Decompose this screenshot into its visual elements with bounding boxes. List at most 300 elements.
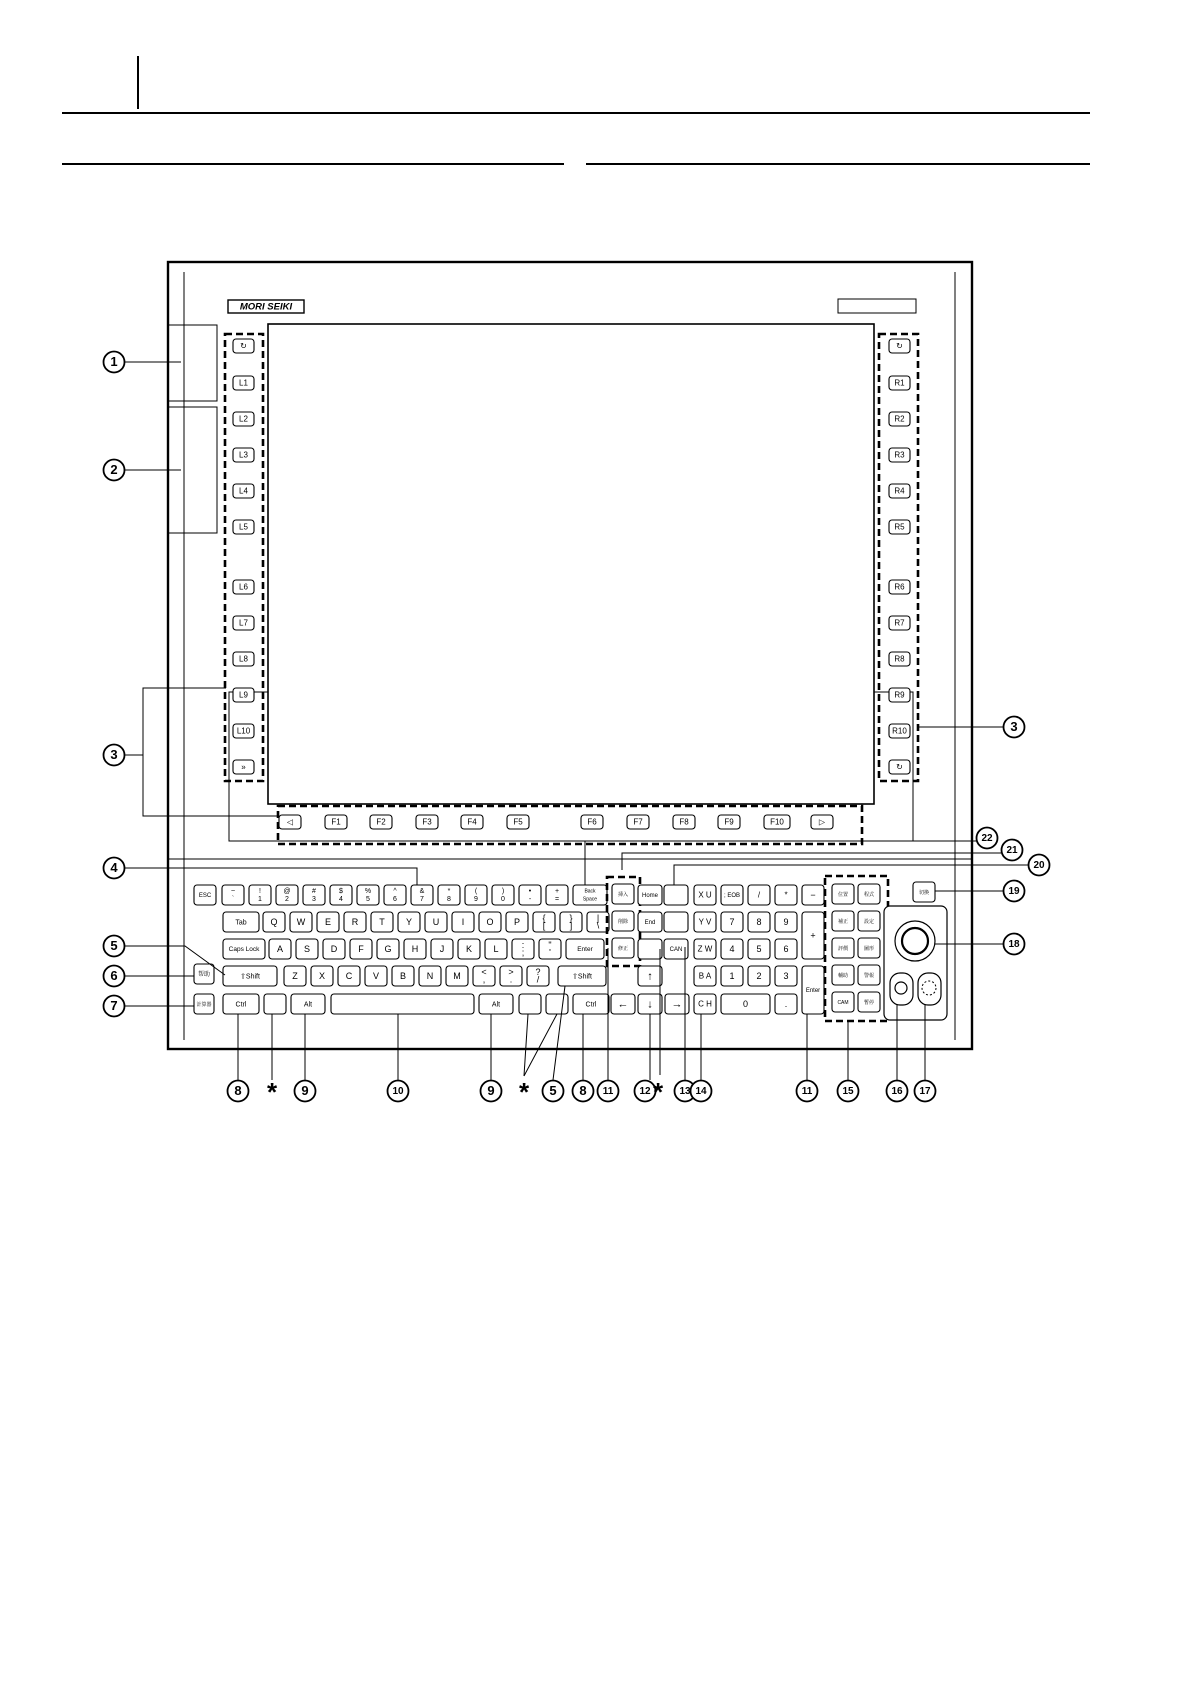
key-can — [664, 939, 688, 959]
key-menu — [546, 994, 568, 1014]
key-space — [331, 994, 474, 1014]
callout-badge — [573, 1081, 594, 1102]
callout-badge — [295, 1081, 316, 1102]
key-shift-left — [223, 966, 277, 986]
key-row1-9 — [438, 885, 460, 905]
asterisk-callout: * — [652, 1076, 664, 1107]
function-key-6 — [581, 815, 603, 829]
function-key-2 — [370, 815, 392, 829]
key-cap — [664, 912, 688, 932]
key-function-block-3 — [858, 911, 880, 931]
callout-number: 19 — [1008, 886, 1020, 898]
key-row3-4 — [350, 939, 372, 959]
callout-number: 14 — [695, 1086, 707, 1098]
key-plus — [802, 912, 824, 959]
key-label: W — [296, 916, 306, 927]
right-softkey-7 — [889, 616, 910, 630]
key-label: Caps Lock — [228, 946, 260, 954]
callout-number: 16 — [891, 1086, 903, 1098]
key-function-block-7 — [858, 965, 880, 985]
key-label-upper: " — [548, 939, 552, 950]
key-label: L7 — [239, 618, 248, 628]
left-softkey-3 — [233, 448, 254, 462]
left-softkey-2 — [233, 412, 254, 426]
key-label: 削除 — [617, 918, 629, 925]
key-function-block-8 — [832, 992, 854, 1012]
key-label: 程式 — [863, 891, 875, 898]
key-xu — [694, 885, 716, 905]
key-label: O — [486, 916, 494, 927]
key-label-lower: ; — [521, 947, 525, 958]
key-esc — [194, 885, 216, 905]
key-label: R3 — [894, 450, 905, 460]
key-label-upper: $ — [339, 888, 343, 896]
callout-number: 11 — [801, 1086, 813, 1098]
key-label-upper: ~ — [230, 888, 236, 896]
key-label: 圖形 — [863, 945, 875, 952]
function-key-5 — [507, 815, 529, 829]
key-label: ⇧Shift — [572, 973, 592, 981]
callout-number: 5 — [549, 1082, 557, 1098]
key-label: D — [330, 943, 338, 954]
callout-badge — [481, 1081, 502, 1102]
key-label: R6 — [894, 582, 905, 592]
key-corner — [913, 882, 935, 902]
left-softkey-0 — [233, 339, 254, 353]
right-softkey-6 — [889, 580, 910, 594]
key-label: S — [303, 943, 311, 954]
key-label: H — [411, 943, 419, 954]
key-label: 計算器 — [196, 1001, 212, 1008]
left-softkey-4 — [233, 484, 254, 498]
key-label: Home — [641, 893, 659, 900]
key-row3-8 — [458, 939, 480, 959]
key-ctrl-left — [223, 994, 259, 1014]
key-cap — [638, 939, 662, 959]
key-label-upper: ? — [535, 966, 541, 977]
callout-number: 6 — [110, 967, 118, 983]
left-softkey-7 — [233, 616, 254, 630]
key-zw — [694, 939, 716, 959]
key-label: 1 — [729, 970, 735, 981]
key-label: → — [671, 998, 683, 1011]
key-label: 警報 — [863, 972, 875, 979]
callout-number: 11 — [602, 1086, 614, 1098]
key-ch — [694, 994, 716, 1014]
key-row1-1 — [222, 885, 244, 905]
key-label: L6 — [239, 582, 248, 592]
key-label: Z W — [697, 944, 713, 954]
key-label-upper: # — [312, 888, 316, 896]
key-asterisk — [775, 885, 797, 905]
key-label: Enter — [577, 946, 593, 954]
key-7 — [721, 912, 743, 932]
function-key-7 — [627, 815, 649, 829]
key-label: 8 — [756, 916, 762, 927]
key-cap — [264, 994, 286, 1014]
callout-number: 12 — [639, 1086, 651, 1098]
key-label: Y — [405, 916, 413, 927]
key-row3-6 — [404, 939, 426, 959]
key-shift-right — [558, 966, 606, 986]
right-softkey-5 — [889, 520, 910, 534]
function-key-10 — [764, 815, 790, 829]
key-minus — [802, 885, 824, 905]
key-label-lower: \ — [596, 920, 600, 931]
key-label: P — [513, 916, 521, 927]
key-help — [194, 964, 214, 984]
key-label: L — [493, 943, 499, 954]
key-cap — [519, 994, 541, 1014]
key-enter-numpad — [802, 966, 824, 1014]
key-label-upper: Back — [584, 888, 596, 895]
callout-number: 1 — [110, 353, 118, 369]
key-label: G — [384, 943, 392, 954]
callout-number: 3 — [1010, 718, 1018, 734]
key-label: Z — [292, 970, 298, 981]
key-label: R9 — [894, 690, 905, 700]
key-label-upper: { — [542, 912, 546, 923]
key-row3-3 — [323, 939, 345, 959]
key-alt-right — [479, 994, 513, 1014]
key-label: 5 — [756, 943, 762, 954]
key-eob — [721, 885, 743, 905]
key-label: F6 — [587, 817, 597, 827]
key-row4-1 — [284, 966, 306, 986]
key-ba — [694, 966, 716, 986]
key-label: R — [351, 916, 359, 927]
callout-badge — [1002, 840, 1023, 861]
key-label: Y V — [698, 917, 712, 927]
key-row1-5 — [330, 885, 352, 905]
callout-badge — [915, 1081, 936, 1102]
key-label: K — [465, 943, 473, 954]
key-label-upper: & — [419, 888, 425, 896]
key-row3-1 — [269, 939, 291, 959]
callout-number: 8 — [579, 1082, 587, 1098]
function-key-11 — [811, 815, 833, 829]
callout-number: 18 — [1008, 939, 1020, 951]
key-caps-lock — [223, 939, 265, 959]
key-label-upper: ^ — [393, 888, 397, 896]
key-page-down — [664, 912, 688, 932]
key-row4-4 — [365, 966, 387, 986]
key-label-lower: 0 — [501, 895, 505, 903]
key-cap — [331, 994, 474, 1014]
key-label: ▷ — [818, 817, 826, 827]
callout-badge — [104, 460, 125, 481]
key-label-upper: * — [447, 888, 451, 896]
callout-badge — [838, 1081, 859, 1102]
key-cap — [664, 885, 688, 905]
key-4 — [721, 939, 743, 959]
key-label: M — [453, 970, 461, 981]
key-insert — [612, 884, 634, 904]
key-row1-3 — [276, 885, 298, 905]
key-function-block-0 — [832, 884, 854, 904]
key-row3-10 — [512, 939, 534, 959]
key-row4-8 — [473, 966, 495, 986]
key-label-lower: 9 — [474, 895, 478, 903]
callout-number: 7 — [110, 997, 118, 1013]
key-label-upper: : — [521, 939, 525, 950]
right-softkey-2 — [889, 412, 910, 426]
key-label: F8 — [679, 817, 689, 827]
key-label: 評價 — [837, 945, 849, 952]
key-label: Alt — [491, 1001, 501, 1009]
callout-badge — [104, 936, 125, 957]
key-row3-7 — [431, 939, 453, 959]
key-arrow-up — [638, 966, 662, 986]
key-label: X U — [698, 890, 712, 900]
callout-badge — [691, 1081, 712, 1102]
key-2 — [748, 966, 770, 986]
key-row1-8 — [411, 885, 433, 905]
key-row2-9 — [479, 912, 501, 932]
key-calculator — [194, 994, 214, 1014]
key-row1-4 — [303, 885, 325, 905]
key-label: ↓ — [647, 998, 653, 1011]
key-windows-left — [264, 994, 286, 1014]
key-label: Tab — [235, 919, 247, 927]
key-arrow-left — [611, 994, 635, 1014]
callout-badge — [104, 966, 125, 987]
key-label: J — [439, 943, 445, 954]
key-label-upper: | — [596, 912, 600, 923]
key-row2-8 — [452, 912, 474, 932]
callout-badge — [388, 1081, 409, 1102]
key-label: V — [372, 970, 380, 981]
callout-number: 17 — [919, 1086, 931, 1098]
key-row2-6 — [398, 912, 420, 932]
key-cap — [546, 994, 568, 1014]
left-softkey-8 — [233, 652, 254, 666]
key-label-upper: • — [528, 888, 532, 896]
key-label-lower: / — [536, 974, 540, 985]
right-softkey-4 — [889, 484, 910, 498]
key-label: L5 — [239, 522, 248, 532]
key-home — [638, 885, 662, 905]
left-softkey-6 — [233, 580, 254, 594]
function-key-9 — [718, 815, 740, 829]
key-label: R2 — [894, 414, 905, 424]
callout-number: 9 — [301, 1082, 309, 1098]
key-label: CAN — [669, 947, 683, 954]
callout-number: 8 — [234, 1082, 242, 1098]
key-label: L1 — [239, 378, 248, 388]
key-row3-11 — [539, 939, 561, 959]
key-label-upper: } — [569, 912, 573, 923]
callout-number: 9 — [487, 1082, 495, 1098]
right-softkey-8 — [889, 652, 910, 666]
key-label: B — [399, 970, 407, 981]
key-function-block-4 — [832, 938, 854, 958]
key-6 — [775, 939, 797, 959]
key-row2-12 — [560, 912, 582, 932]
mori-seiki-logo — [228, 300, 304, 313]
callout-badge — [598, 1081, 619, 1102]
key-label: F9 — [724, 817, 734, 827]
trackball-ball — [902, 928, 928, 954]
key-label: N — [426, 970, 434, 981]
key-label: − — [810, 889, 816, 900]
key-label-upper: ! — [259, 888, 261, 896]
callout-badge — [977, 828, 998, 849]
key-label: 3 — [783, 970, 789, 981]
key-label-lower: ' — [549, 947, 551, 958]
key-label: 補正 — [837, 918, 849, 925]
key-label: ⇧Shift — [240, 973, 260, 981]
key-label-lower: Space — [582, 896, 598, 903]
key-label: 切換 — [918, 889, 930, 896]
key-row4-7 — [446, 966, 468, 986]
key-end — [638, 912, 662, 932]
right-softkey-1 — [889, 376, 910, 390]
key-label: U — [432, 916, 440, 927]
key-label-lower: ` — [231, 895, 235, 903]
callout-number: 22 — [981, 833, 993, 845]
key-row3-5 — [377, 939, 399, 959]
key-label-lower: . — [509, 974, 513, 985]
key-row4-5 — [392, 966, 414, 986]
key-label: C — [345, 970, 353, 981]
right-softkey-10 — [889, 724, 910, 738]
key-label: . — [784, 998, 788, 1009]
key-row2-1 — [263, 912, 285, 932]
key-9 — [775, 912, 797, 932]
key-label-upper: % — [364, 888, 372, 896]
key-label: ↑ — [647, 970, 653, 983]
key-0 — [721, 994, 770, 1014]
key-3 — [775, 966, 797, 986]
key-arrow-down — [638, 994, 662, 1014]
key-label: ↻ — [896, 762, 903, 772]
callout-badge — [104, 745, 125, 766]
key-yv — [694, 912, 716, 932]
key-label: L10 — [236, 726, 251, 736]
right-softkey-3 — [889, 448, 910, 462]
key-label: 輔助 — [837, 972, 849, 979]
key-row2-2 — [290, 912, 312, 932]
key-function-block-2 — [832, 911, 854, 931]
callout-badge — [543, 1081, 564, 1102]
key-label: 0 — [742, 998, 749, 1009]
key-label: L2 — [239, 414, 248, 424]
key-label: C H — [698, 999, 712, 1009]
key-label: F4 — [467, 817, 477, 827]
key-label: Ctrl — [585, 1001, 597, 1009]
logo-text: MORI SEIKI — [239, 301, 293, 313]
key-label: Q — [270, 916, 278, 927]
right-softkey-0 — [889, 339, 910, 353]
key-row4-3 — [338, 966, 360, 986]
key-page-up — [664, 885, 688, 905]
key-function-block-1 — [858, 884, 880, 904]
key-row1-7 — [384, 885, 406, 905]
left-softkey-1 — [233, 376, 254, 390]
key-label: L9 — [239, 690, 248, 700]
key-label-lower: , — [482, 974, 486, 985]
key-row4-2 — [311, 966, 333, 986]
key-label: A — [276, 943, 284, 954]
mouse-button-right — [918, 973, 941, 1005]
key-label: Alt — [303, 1001, 313, 1009]
key-row3-2 — [296, 939, 318, 959]
key-label-upper: @ — [283, 888, 291, 896]
key-label: F — [358, 943, 364, 954]
key-label: R7 — [894, 618, 905, 628]
key-label-lower: 2 — [285, 895, 289, 903]
key-blank-edit — [638, 939, 662, 959]
trackball-unit — [884, 906, 947, 1020]
key-label: ESC — [198, 893, 212, 900]
key-label-lower: 5 — [366, 895, 370, 903]
asterisk-callout: * — [266, 1076, 278, 1107]
left-softkey-11 — [233, 760, 254, 774]
key-label: L3 — [239, 450, 248, 460]
key-label: R10 — [892, 726, 907, 736]
key-label: 9 — [783, 916, 789, 927]
key-label: Ctrl — [235, 1001, 247, 1009]
key-label: ↻ — [240, 341, 247, 351]
key-label: ← — [617, 998, 629, 1011]
function-key-3 — [416, 815, 438, 829]
callout-badge — [797, 1081, 818, 1102]
key-label: F2 — [376, 817, 386, 827]
key-label: F5 — [513, 817, 523, 827]
key-label: Enter — [805, 988, 821, 995]
callout-badge — [1004, 717, 1025, 738]
key-label: 位置 — [837, 891, 849, 898]
key-label: CAM — [837, 999, 849, 1006]
key-tab — [223, 912, 259, 932]
key-label: 挿入 — [617, 891, 629, 898]
key-label: ◁ — [286, 817, 294, 827]
key-row1-2 — [249, 885, 271, 905]
key-label-lower: 3 — [312, 895, 316, 903]
key-row2-3 — [317, 912, 339, 932]
mouse-button-left-dot — [895, 982, 907, 994]
function-key-8 — [673, 815, 695, 829]
key-period — [775, 994, 797, 1014]
key-label-upper: + — [554, 888, 560, 896]
callout-badge — [1029, 855, 1050, 876]
key-label: T — [379, 916, 385, 927]
key-row2-7 — [425, 912, 447, 932]
function-key-0 — [279, 815, 301, 829]
callout-number: 15 — [842, 1086, 854, 1098]
callout-badge — [887, 1081, 908, 1102]
key-row1-6 — [357, 885, 379, 905]
key-label-lower: 4 — [339, 895, 343, 903]
key-row1-14 — [573, 885, 607, 905]
callout-badge — [104, 996, 125, 1017]
callout-badge — [1004, 881, 1025, 902]
key-function-block-5 — [858, 938, 880, 958]
callout-number: 2 — [110, 461, 118, 477]
key-enter-main — [566, 939, 604, 959]
key-label-lower: 6 — [393, 895, 397, 903]
key-row4-6 — [419, 966, 441, 986]
key-function-block-9 — [858, 992, 880, 1012]
key-1 — [721, 966, 743, 986]
callout-badge — [228, 1081, 249, 1102]
callout-number: 13 — [679, 1086, 691, 1098]
callout-number: 3 — [110, 746, 118, 762]
key-delete — [612, 911, 634, 931]
key-label-upper: < — [481, 966, 487, 977]
key-row4-9 — [500, 966, 522, 986]
